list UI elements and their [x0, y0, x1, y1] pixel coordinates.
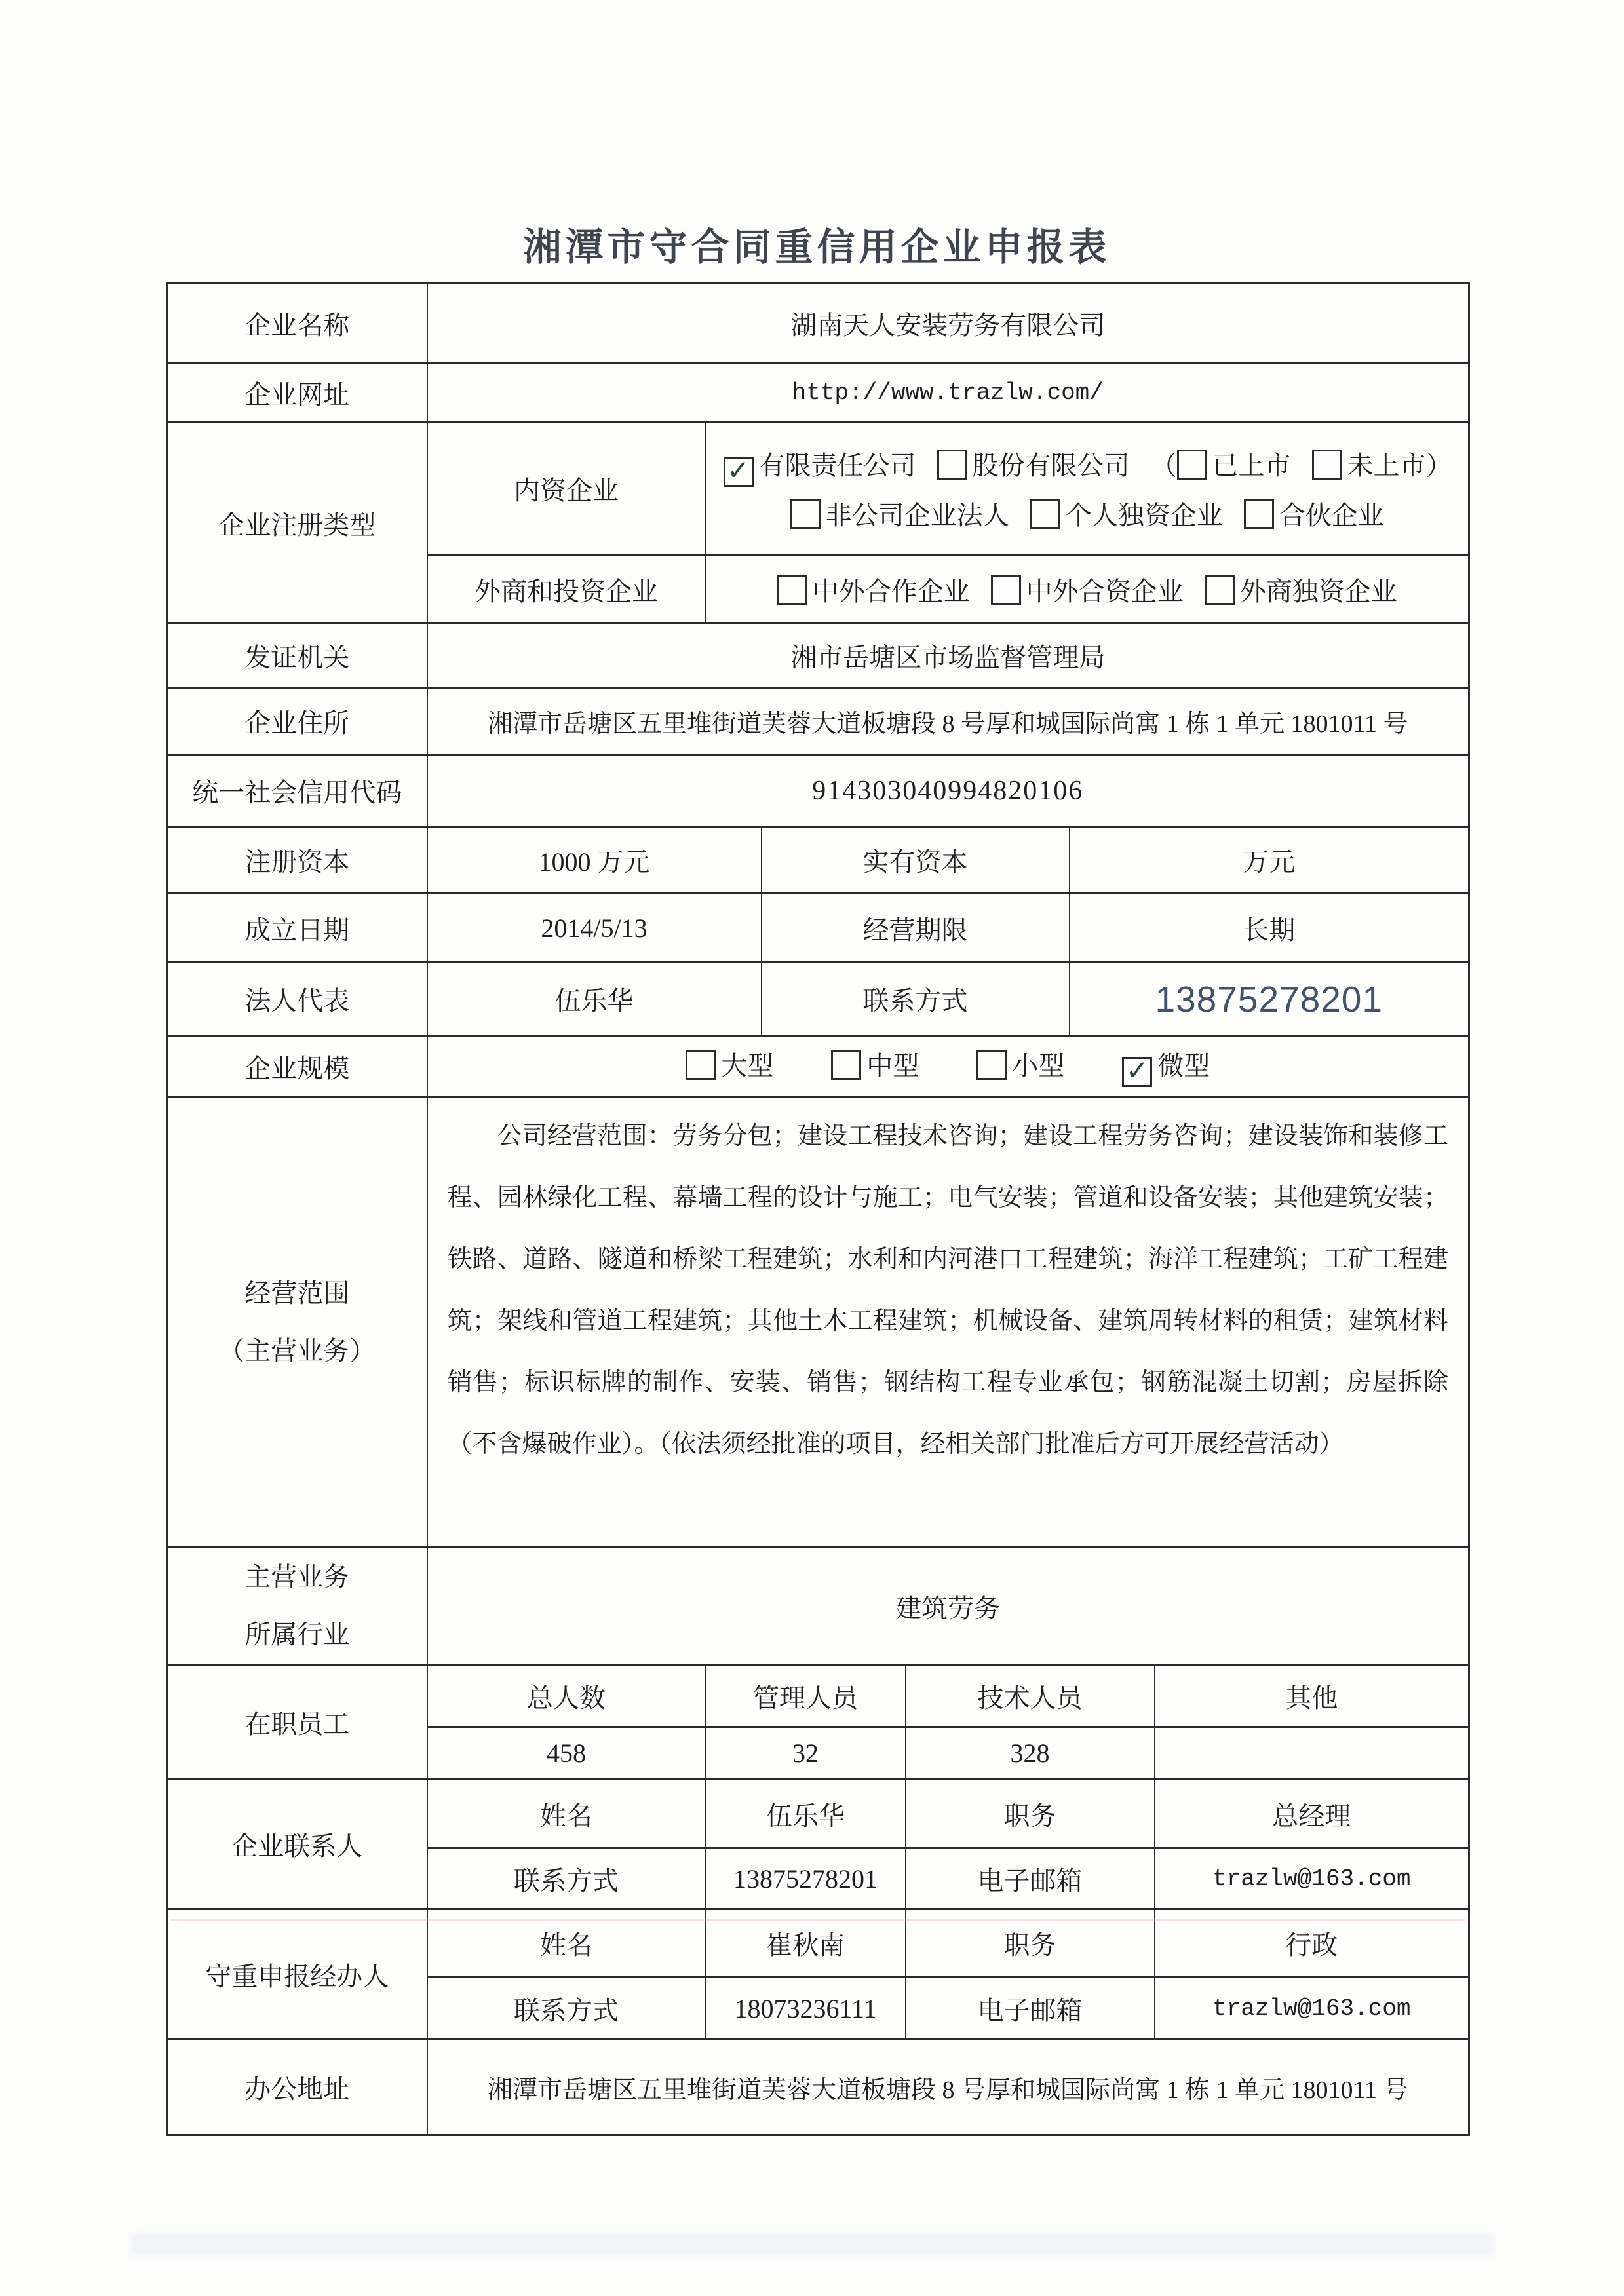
row-capital [167, 827, 1469, 894]
checkbox-unchecked-icon[interactable] [976, 1050, 1007, 1080]
row-business-scope [167, 1097, 1469, 1548]
company-contact-email-value: trazlw@163.com [1155, 1848, 1469, 1909]
checkbox-label: 个人独资企业 [1065, 501, 1223, 530]
row-office-address [167, 2040, 1469, 2135]
office-address-value: 湘潭市岳塘区五里堆街道芙蓉大道板塘段 8 号厚和城国际尚寓 1 栋 1 单元 1801011 号 [427, 2040, 1469, 2135]
checkbox-unchecked-icon[interactable] [1205, 575, 1235, 605]
agent-phone-value: 18073236111 [706, 1978, 906, 2040]
employees-header-managers: 管理人员 [706, 1665, 906, 1727]
row-registration-type-domestic [167, 423, 1469, 555]
checkbox-unchecked-icon[interactable] [1177, 450, 1207, 480]
main-industry-label-line2: 所属行业 [244, 1620, 350, 1649]
checkbox-unchecked-icon[interactable] [777, 575, 807, 605]
agent-phone-label: 联系方式 [427, 1978, 706, 2040]
employees-technical-value: 328 [906, 1727, 1155, 1780]
checkbox-option[interactable] [1151, 445, 1291, 482]
foreign-enterprise-options [706, 555, 1469, 624]
checkbox-option[interactable] [1312, 445, 1452, 482]
checkbox-label: 有限责任公司 [758, 451, 916, 480]
row-agent-name [167, 1909, 1469, 1978]
agent-email-label: 电子邮箱 [906, 1978, 1155, 2040]
legal-representative-label: 法人代表 [167, 963, 427, 1036]
row-website [167, 364, 1469, 423]
row-main-industry [167, 1548, 1469, 1665]
website-label: 企业网址 [167, 364, 427, 423]
employees-header-total: 总人数 [427, 1665, 706, 1727]
checkbox-label: 股份有限公司 [972, 451, 1130, 480]
business-term-value: 长期 [1070, 894, 1469, 963]
row-company-name [167, 283, 1469, 364]
credit-code-value: 914303040994820106 [427, 755, 1469, 827]
website-value: http://www.trazlw.com/ [427, 364, 1469, 423]
checkbox-label: 中外合资企业 [1026, 576, 1184, 606]
company-contact-phone-label: 联系方式 [427, 1848, 706, 1909]
checkbox-label: 大型 [721, 1051, 774, 1081]
company-scale-options [427, 1036, 1469, 1097]
foreign-options-line1 [713, 571, 1462, 608]
company-contact-label: 企业联系人 [167, 1780, 427, 1909]
checkbox-checked-icon[interactable]: ✓ [724, 457, 754, 487]
office-address-label: 办公地址 [167, 2040, 427, 2135]
checkbox-option[interactable] [1205, 571, 1397, 608]
checkbox-unchecked-icon[interactable] [831, 1050, 861, 1080]
business-scope-value: 公司经营范围：劳务分包；建设工程技术咨询；建设工程劳务咨询；建设装饰和装修工程、园林绿化工程、幕墙工程的设计与施工；电气安装；管道和设备安装；其他建筑安装；铁路、道路、隧道和桥梁工程建筑；水利和内河港口工程建筑；海洋工程建筑；工矿工程建筑；架线和管道工程建筑；其他土木工程建筑；机械设备、建筑周转材料的租赁；建筑材料销售；标识标牌的制作、安装、销售；钢结构工程专业承包；钢筋混凝土切割；房屋拆除（不含爆破作业）。（依法须经批准的项目，经相关部门批准后方可开展经营活动） [427, 1097, 1469, 1548]
employees-label: 在职员工 [167, 1665, 427, 1780]
domestic-options-line1 [713, 445, 1462, 487]
paren-open: （ [1150, 451, 1177, 480]
row-employees-header [167, 1665, 1469, 1727]
checkbox-label: 中外合作企业 [812, 576, 970, 606]
company-address-value: 湘潭市岳塘区五里堆街道芙蓉大道板塘段 8 号厚和城国际尚寓 1 栋 1 单元 1801011 号 [427, 688, 1469, 755]
registration-type-label: 企业注册类型 [167, 423, 427, 624]
business-scope-label-line2: （主营业务） [218, 1335, 376, 1366]
main-industry-label-line1: 主营业务 [244, 1562, 350, 1592]
checkbox-label: 中型 [866, 1051, 919, 1081]
checkbox-label: 外商独资企业 [1239, 576, 1397, 606]
agent-title-label: 职务 [906, 1909, 1155, 1978]
founding-date-label: 成立日期 [167, 894, 427, 963]
row-company-contact-name [167, 1780, 1469, 1848]
agent-name-value: 崔秋南 [706, 1909, 906, 1978]
employees-other-value [1155, 1727, 1469, 1780]
checkbox-option[interactable] [1030, 495, 1223, 532]
agent-name-label: 姓名 [427, 1909, 706, 1978]
checkbox-label: 小型 [1012, 1051, 1065, 1081]
declaration-agent-label: 守重申报经办人 [167, 1909, 427, 2040]
company-scale-options-line [435, 1045, 1462, 1087]
checkbox-unchecked-icon[interactable] [790, 499, 821, 529]
agent-email-value: trazlw@163.com [1155, 1978, 1469, 2040]
company-scale-label: 企业规模 [167, 1036, 427, 1097]
checkbox-option[interactable] [724, 445, 916, 487]
checkbox-option[interactable] [831, 1045, 919, 1082]
checkbox-option[interactable] [976, 1045, 1064, 1082]
license-authority-label: 发证机关 [167, 624, 427, 688]
checkbox-unchecked-icon[interactable] [937, 450, 967, 480]
main-industry-value: 建筑劳务 [427, 1548, 1469, 1665]
checkbox-unchecked-icon[interactable] [1312, 450, 1342, 480]
license-authority-value: 湘市岳塘区市场监督管理局 [427, 624, 1469, 688]
company-contact-title-value: 总经理 [1155, 1780, 1469, 1848]
row-company-scale [167, 1036, 1469, 1097]
foreign-enterprise-label: 外商和投资企业 [427, 555, 706, 624]
employees-header-other: 其他 [1155, 1665, 1469, 1727]
checkbox-label: 已上市 [1212, 451, 1291, 480]
company-name-value: 湖南天人安装劳务有限公司 [427, 283, 1469, 364]
employees-managers-value: 32 [706, 1727, 906, 1780]
company-contact-title-label: 职务 [906, 1780, 1155, 1848]
domestic-enterprise-label: 内资企业 [427, 423, 706, 555]
row-legal-representative [167, 963, 1469, 1036]
scan-bleed-artifact [131, 2233, 1494, 2255]
checkbox-option[interactable] [1244, 495, 1384, 532]
checkbox-label: 合伙企业 [1279, 501, 1384, 530]
checkbox-option[interactable] [937, 445, 1130, 482]
checkbox-option[interactable] [991, 571, 1184, 608]
legal-rep-contact-value: 13875278201 [1070, 963, 1469, 1036]
company-contact-phone-value: 13875278201 [706, 1848, 906, 1909]
domestic-enterprise-options [706, 423, 1469, 555]
document-title: 湘潭市守合同重信用企业申报表 [523, 226, 1111, 269]
declaration-form-table [166, 282, 1470, 2136]
row-company-address [167, 688, 1469, 755]
paid-in-capital-label: 实有资本 [762, 827, 1070, 894]
founding-date-value: 2014/5/13 [427, 894, 762, 963]
checkbox-label: 微型 [1157, 1051, 1210, 1081]
company-name-label: 企业名称 [167, 283, 427, 364]
checkbox-option[interactable] [686, 1045, 773, 1082]
registered-capital-value: 1000 万元 [427, 827, 762, 894]
checkbox-option[interactable] [777, 571, 970, 608]
checkbox-label: 非公司企业法人 [825, 501, 1009, 530]
legal-representative-value: 伍乐华 [427, 963, 762, 1036]
checkbox-unchecked-icon[interactable] [1030, 499, 1060, 529]
checkbox-unchecked-icon[interactable] [1244, 499, 1274, 529]
company-contact-name-label: 姓名 [427, 1780, 706, 1848]
row-license-authority [167, 624, 1469, 688]
row-credit-code [167, 755, 1469, 827]
checkbox-unchecked-icon[interactable] [686, 1050, 716, 1080]
checkbox-label: 未上市 [1347, 451, 1426, 480]
checkbox-checked-icon[interactable]: ✓ [1122, 1057, 1152, 1087]
business-scope-label-line1: 经营范围 [244, 1278, 350, 1308]
business-term-label: 经营期限 [762, 894, 1070, 963]
company-address-label: 企业住所 [167, 688, 427, 755]
agent-title-value: 行政 [1155, 1909, 1469, 1978]
checkbox-option[interactable] [790, 495, 1009, 532]
paid-in-capital-value: 万元 [1070, 827, 1469, 894]
paren-close: ） [1425, 451, 1452, 480]
employees-header-technical: 技术人员 [906, 1665, 1155, 1727]
checkbox-option[interactable] [1122, 1045, 1210, 1087]
main-industry-label [167, 1548, 427, 1665]
registered-capital-label: 注册资本 [167, 827, 427, 894]
employees-total-value: 458 [427, 1727, 706, 1780]
credit-code-label: 统一社会信用代码 [167, 755, 427, 827]
business-scope-label [167, 1097, 427, 1548]
company-contact-name-value: 伍乐华 [706, 1780, 906, 1848]
domestic-options-line2 [713, 495, 1462, 532]
checkbox-unchecked-icon[interactable] [991, 575, 1021, 605]
legal-rep-contact-label: 联系方式 [762, 963, 1070, 1036]
row-founding-date [167, 894, 1469, 963]
company-contact-email-label: 电子邮箱 [906, 1848, 1155, 1909]
